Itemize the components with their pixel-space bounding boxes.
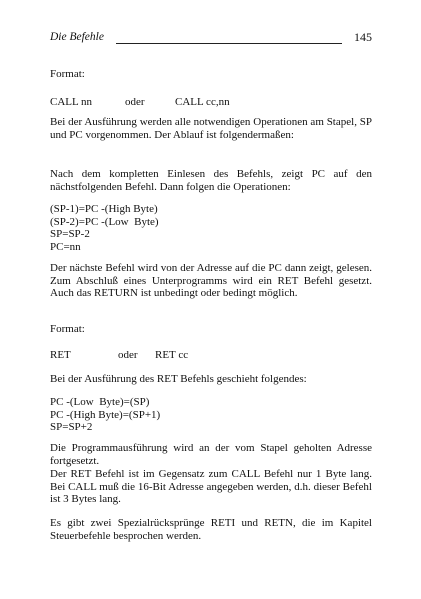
paragraph-ret-intro: Der nächste Befehl wird von der Adresse auf die PC dann zeigt, gelesen. Zum Abschluß eines Unterprogramms wird ein RET Befehl gesetzt. Auch das RETURN ist unbedingt oder bedingt möglich. (50, 262, 372, 299)
paragraph-call-sequence: Nach dem kompletten Einlesen des Befehls, zeigt PC auf den nächstfolgenden Befehl. Dann folgen die Operationen: (50, 168, 372, 193)
paragraph-ret-length: Der RET Befehl ist im Gegensatz zum CALL Befehl nur 1 Byte lang. Bei CALL muß die 16-Bit Adresse angegeben werden, d.h. dieser Befehl ist 3 Bytes lang. (50, 468, 372, 505)
paragraph-call-execution: Bei der Ausführung werden alle notwendigen Operationen am Stapel, SP und PC vorgenommen. Der Ablauf ist folgendermaßen: (50, 116, 372, 141)
call-operation-line: (SP-2)=PC -(Low Byte) (50, 215, 159, 228)
call-form-conditional: CALL cc,nn (175, 96, 230, 108)
paragraph-program-continue: Die Programmausführung wird an der vom Stapel geholten Adresse fortgesetzt. (50, 442, 372, 467)
call-operation-line: SP=SP-2 (50, 228, 90, 240)
call-form-unconditional: CALL nn (50, 96, 93, 108)
ret-operation-line: PC -(Low Byte)=(SP) (50, 396, 150, 408)
ret-operations (50, 396, 372, 434)
format-label-call: Format: (50, 68, 85, 80)
format-label-ret: Format: (50, 323, 85, 335)
ret-operation-line: SP=SP+2 (50, 421, 93, 433)
paragraph-ret-execution: Bei der Ausführung des RET Befehls geschieht folgendes: (50, 373, 307, 385)
call-operations (50, 203, 372, 253)
page-header (50, 30, 372, 46)
ret-form-unconditional: RET (50, 349, 71, 361)
call-operation-line: PC=nn (50, 240, 81, 253)
chapter-title: Die Befehle (50, 31, 104, 43)
call-operation-line: (SP-1)=PC -(High Byte) (50, 203, 158, 215)
ret-or: oder (118, 349, 138, 361)
paragraph-special-returns: Es gibt zwei Spezialrücksprünge RETI und RETN, die im Kapitel Steuerbefehle besprochen werden. (50, 517, 372, 542)
ret-form-conditional: RET cc (155, 349, 189, 361)
call-or: oder (125, 96, 145, 108)
page-number: 145 (354, 30, 372, 44)
ret-operation-line: PC -(High Byte)=(SP+1) (50, 408, 161, 421)
header-rule (116, 43, 342, 44)
